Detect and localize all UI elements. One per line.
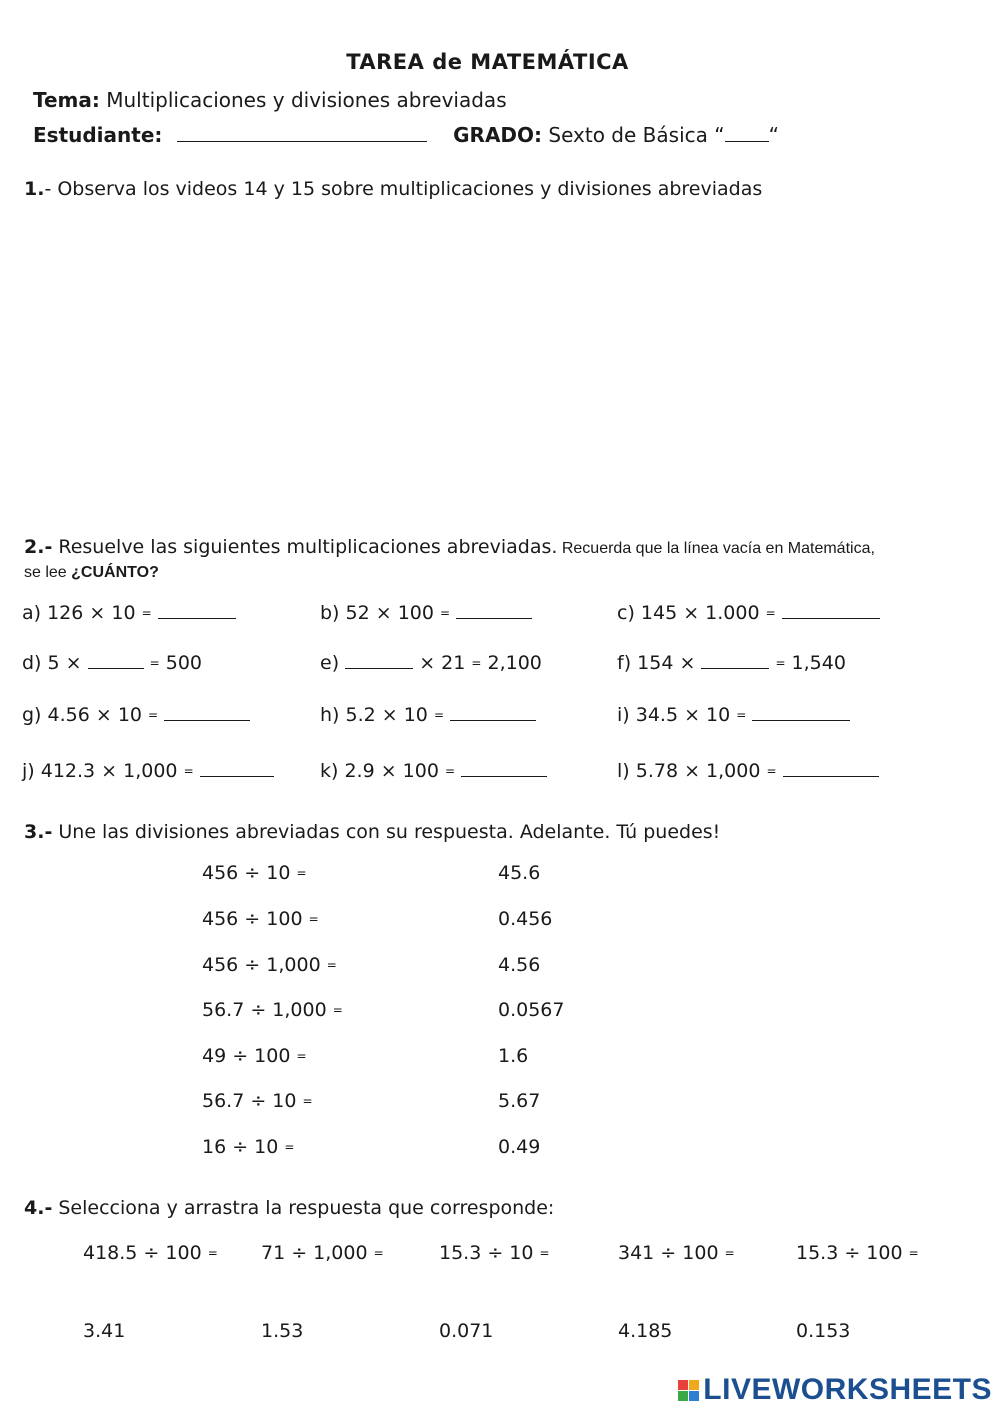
- draggable-answer[interactable]: 3.41: [83, 1320, 126, 1342]
- answer-blank-i[interactable]: [752, 702, 850, 721]
- mult-item-d: [22, 650, 202, 674]
- match-left-expr: 456 ÷ 1,000: [202, 954, 327, 976]
- match-left-item[interactable]: [202, 954, 337, 976]
- drop-expr-text: 15.3 ÷ 10: [439, 1242, 540, 1264]
- student-name-blank[interactable]: [177, 123, 427, 142]
- answer-blank-d[interactable]: [88, 650, 144, 669]
- mult-item-text: g) 4.56 × 10: [22, 704, 149, 726]
- equals-sign: =: [775, 656, 786, 670]
- question-1-number: 1.: [24, 178, 45, 200]
- logo-square-blue: [689, 1391, 699, 1401]
- logo-text: LIVEWORKSHEETS: [703, 1373, 992, 1406]
- question-3: [24, 821, 720, 843]
- logo-square-green: [678, 1391, 688, 1401]
- question-3-number: 3.-: [24, 821, 53, 843]
- logo-square-orange: [689, 1380, 699, 1390]
- question-4-text: Selecciona y arrastra la respuesta que corresponde:: [52, 1197, 555, 1219]
- equals-sign: =: [765, 606, 776, 620]
- answer-blank-h[interactable]: [450, 702, 536, 721]
- draggable-answer[interactable]: 4.185: [618, 1320, 673, 1342]
- mult-item-text: l) 5.78 × 1,000: [617, 760, 767, 782]
- tema-line: [33, 88, 507, 112]
- answer-blank-j[interactable]: [200, 758, 274, 777]
- match-left-expr: 49 ÷ 100: [202, 1045, 297, 1067]
- answer-blank-b[interactable]: [456, 600, 532, 619]
- draggable-answer[interactable]: 0.071: [439, 1320, 494, 1342]
- page-title: TAREA de MATEMÁTICA: [346, 50, 629, 74]
- question-2-text: Resuelve las siguientes multiplicaciones abreviadas.: [52, 536, 558, 558]
- drop-target-expr[interactable]: [83, 1242, 218, 1264]
- question-2-note-bold: ¿CUÁNTO?: [71, 564, 159, 581]
- match-left-expr: 56.7 ÷ 1,000: [202, 999, 333, 1021]
- match-left-expr: 456 ÷ 10: [202, 862, 297, 884]
- mult-item-g: [22, 702, 250, 726]
- drop-target-expr[interactable]: [796, 1242, 919, 1264]
- mult-item-text: d) 5 ×: [22, 652, 88, 674]
- mult-item-text: c) 145 × 1.000: [617, 602, 766, 624]
- draggable-answer[interactable]: 0.153: [796, 1320, 851, 1342]
- question-1: [24, 178, 762, 200]
- mult-item-text: k) 2.9 × 100: [320, 760, 445, 782]
- match-left-item[interactable]: [202, 862, 307, 884]
- question-2-note-line2: [24, 564, 159, 582]
- question-1-text: - Observa los videos 14 y 15 sobre multiplicaciones y divisiones abreviadas: [44, 178, 763, 200]
- equals-sign: =: [296, 1049, 307, 1063]
- equals-sign: =: [148, 708, 159, 722]
- equals-sign: =: [284, 1140, 295, 1154]
- mult-item-i: [617, 702, 850, 726]
- mult-item-b: [320, 600, 532, 624]
- answer-blank-a[interactable]: [158, 600, 236, 619]
- equals-sign: =: [433, 708, 444, 722]
- equals-sign: =: [440, 606, 451, 620]
- mult-item-a: [22, 600, 236, 624]
- question-4: [24, 1197, 554, 1219]
- match-right-item[interactable]: 0.49: [498, 1136, 541, 1158]
- answer-blank-g[interactable]: [164, 702, 250, 721]
- question-2-note-text: se lee: [24, 564, 72, 581]
- grado-label: GRADO:: [453, 123, 543, 147]
- mult-item-text: h) 5.2 × 10: [320, 704, 434, 726]
- match-left-item[interactable]: [202, 1136, 294, 1158]
- match-right-item[interactable]: 1.6: [498, 1045, 529, 1067]
- match-left-expr: 56.7 ÷ 10: [202, 1090, 303, 1112]
- answer-blank-e[interactable]: [345, 650, 413, 669]
- match-right-item[interactable]: 45.6: [498, 862, 541, 884]
- mult-item-h: [320, 702, 536, 726]
- mult-item-text-mid: × 21: [413, 652, 472, 674]
- drop-expr-text: 15.3 ÷ 100: [796, 1242, 909, 1264]
- grade-letter-blank[interactable]: [725, 123, 769, 142]
- mult-item-text: b) 52 × 100: [320, 602, 440, 624]
- equals-sign: =: [724, 1246, 735, 1260]
- equals-sign: =: [296, 866, 307, 880]
- match-left-expr: 16 ÷ 10: [202, 1136, 285, 1158]
- answer-blank-l[interactable]: [783, 758, 879, 777]
- match-left-item[interactable]: [202, 1045, 307, 1067]
- equals-sign: =: [149, 656, 160, 670]
- mult-item-c: [617, 600, 880, 624]
- tema-value: Multiplicaciones y divisiones abreviadas: [106, 88, 507, 112]
- equals-sign: =: [766, 764, 777, 778]
- question-3-text: Une las divisiones abreviadas con su respuesta. Adelante. Tú puedes!: [52, 821, 721, 843]
- question-2-note: Recuerda que la línea vacía en Matemática,: [557, 540, 875, 557]
- equals-sign: =: [332, 1003, 343, 1017]
- mult-item-f: [617, 650, 846, 674]
- equals-sign: =: [444, 764, 456, 778]
- grado-value-prefix: Sexto de Básica “: [548, 123, 725, 147]
- equals-sign: =: [302, 1094, 313, 1108]
- mult-item-j: [22, 758, 274, 782]
- draggable-answer[interactable]: 1.53: [261, 1320, 304, 1342]
- question-2: [24, 536, 875, 558]
- answer-blank-c[interactable]: [782, 600, 880, 619]
- liveworksheets-logo-icon: [678, 1380, 699, 1401]
- equals-sign: =: [736, 708, 747, 722]
- equals-sign: =: [539, 1246, 550, 1260]
- video-area: [24, 215, 974, 515]
- match-left-item[interactable]: [202, 1090, 313, 1112]
- mult-item-result: 1,540: [785, 652, 846, 674]
- match-right-item[interactable]: 0.456: [498, 908, 553, 930]
- liveworksheets-logo: [678, 1373, 992, 1407]
- match-left-item[interactable]: [202, 999, 343, 1021]
- equals-sign: =: [326, 958, 337, 972]
- drop-expr-text: 341 ÷ 100: [618, 1242, 725, 1264]
- match-right-item[interactable]: 5.67: [498, 1090, 541, 1112]
- equals-sign: =: [471, 656, 482, 670]
- question-4-number: 4.-: [24, 1197, 53, 1219]
- mult-item-k: [320, 758, 547, 782]
- drop-target-expr[interactable]: [618, 1242, 735, 1264]
- mult-item-text: e): [320, 652, 346, 674]
- estudiante-label: Estudiante:: [33, 123, 163, 147]
- equals-sign: =: [183, 764, 194, 778]
- grado-value-suffix: “: [768, 123, 779, 147]
- match-left-expr: 456 ÷ 100: [202, 908, 309, 930]
- mult-item-text: a) 126 × 10: [22, 602, 142, 624]
- answer-blank-f[interactable]: [701, 650, 769, 669]
- answer-blank-k[interactable]: [461, 758, 547, 777]
- equals-sign: =: [141, 606, 152, 620]
- drop-expr-text: 71 ÷ 1,000: [261, 1242, 374, 1264]
- equals-sign: =: [308, 912, 319, 926]
- mult-item-text: f) 154 ×: [617, 652, 702, 674]
- drop-target-expr[interactable]: [261, 1242, 384, 1264]
- match-right-item[interactable]: 4.56: [498, 954, 541, 976]
- match-right-item[interactable]: 0.0567: [498, 999, 565, 1021]
- equals-sign: =: [908, 1246, 919, 1260]
- mult-item-text: i) 34.5 × 10: [617, 704, 737, 726]
- question-2-number: 2.-: [24, 536, 53, 558]
- drop-expr-text: 418.5 ÷ 100: [83, 1242, 208, 1264]
- equals-sign: =: [373, 1246, 384, 1260]
- mult-item-l: [617, 758, 879, 782]
- mult-item-text: j) 412.3 × 1,000: [22, 760, 184, 782]
- logo-square-red: [678, 1380, 688, 1390]
- mult-item-result: 500: [159, 652, 203, 674]
- mult-item-result: 2,100: [481, 652, 542, 674]
- mult-item-e: [320, 650, 542, 674]
- match-left-item[interactable]: [202, 908, 319, 930]
- student-line: [33, 123, 779, 147]
- tema-label: Tema:: [33, 88, 100, 112]
- drop-target-expr[interactable]: [439, 1242, 550, 1264]
- equals-sign: =: [207, 1246, 218, 1260]
